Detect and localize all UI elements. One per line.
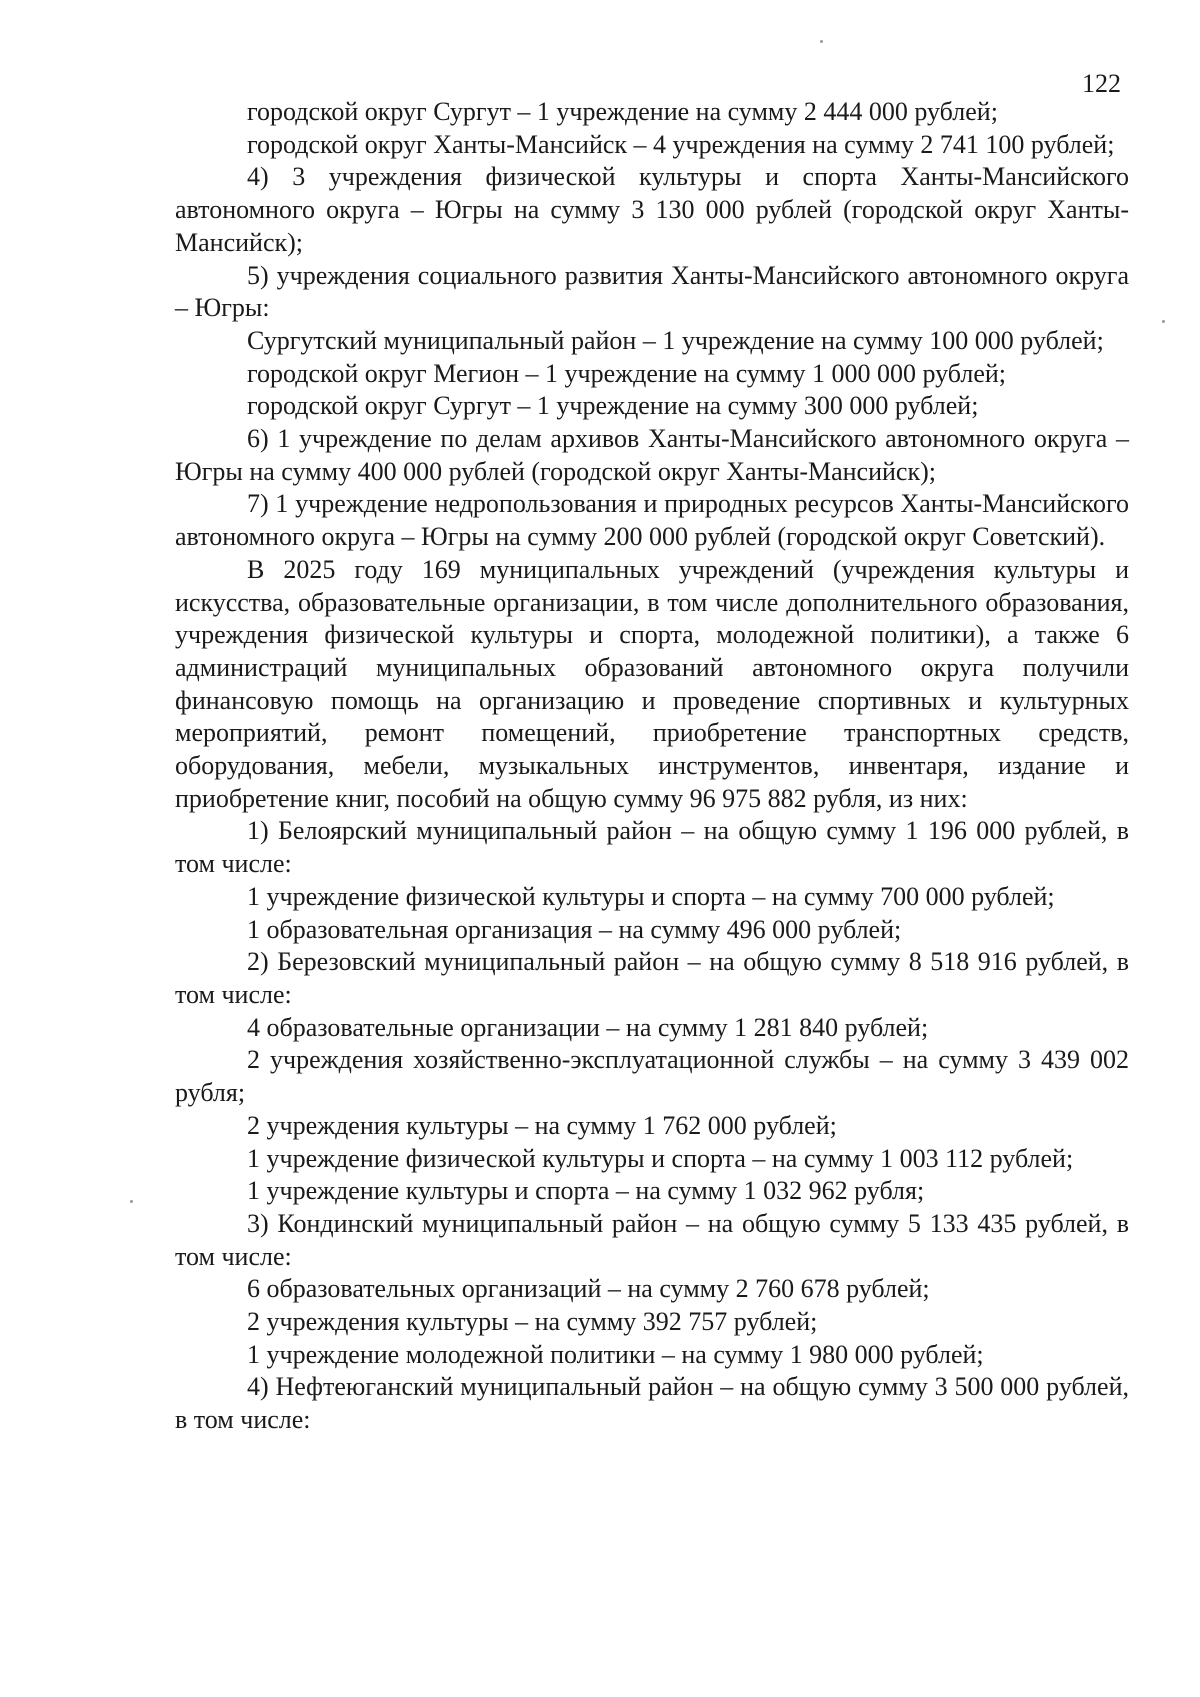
paragraph-surgut-2: городской округ Сургут – 1 учреждение на сумму 300 000 рублей; xyxy=(247,391,979,421)
paragraph-surgut-district: Сургутский муниципальный район – 1 учреждение на сумму 100 000 рублей; xyxy=(247,325,1104,355)
scan-speck xyxy=(820,40,823,43)
paragraph-item-4-sport: 4) 3 учреждения физической культуры и спорта Ханты-Мансийского автономного округа – Югры на сумму 3 130 000 рублей (городской округ Ханты-Мансийск); xyxy=(175,162,1129,257)
paragraph-beloyarsky-education: 1 образовательная организация – на сумму 496 000 рублей; xyxy=(247,914,902,944)
paragraph-item-7-subsoil: 7) 1 учреждение недропользования и природных ресурсов Ханты-Мансийского автономного округа – Югры на сумму 200 000 рублей (городской округ Советский). xyxy=(175,489,1129,552)
paragraph-khanty-mansiysk-4: городской округ Ханты-Мансийск – 4 учреждения на сумму 2 741 100 рублей; xyxy=(247,129,1115,159)
paragraph-berezovsky-culture: 2 учреждения культуры – на сумму 1 762 000 рублей; xyxy=(247,1110,837,1140)
paragraph-berezovsky-sport: 1 учреждение физической культуры и спорта – на сумму 1 003 112 рублей; xyxy=(247,1143,1074,1173)
paragraph-2025-summary: В 2025 году 169 муниципальных учреждений (учреждения культуры и искусства, образовательные организации, в том числе дополнительного образования, учреждения физической культуры и спорта, молодежной политики), а также 6 администраций муниципальных образований автономного округа получили финансовую помощь на организацию и проведение спортивных и культурных мероприятий, ремонт помещений, приобретение транспортных средств, оборудования, мебели, музыкальных инструментов, инвентаря, издание и приобретение книг, пособий на общую сумму 96 975 882 рубля, из них: xyxy=(175,554,1129,813)
paragraph-megion: городской округ Мегион – 1 учреждение на сумму 1 000 000 рублей; xyxy=(247,358,1007,388)
scan-speck xyxy=(130,1200,133,1203)
paragraph-kondinsky-culture: 2 учреждения культуры – на сумму 392 757 рублей; xyxy=(247,1307,818,1337)
paragraph-berezovsky-education: 4 образовательные организации – на сумму 1 281 840 рублей; xyxy=(247,1012,929,1042)
paragraph-kondinsky-education: 6 образовательных организаций – на сумму 2 760 678 рублей; xyxy=(247,1274,930,1304)
paragraph-surgut-1: городской округ Сургут – 1 учреждение на сумму 2 444 000 рублей; xyxy=(247,97,998,126)
paragraph-berezovsky: 2) Березовский муниципальный район – на общую сумму 8 518 916 рублей, в том числе: xyxy=(175,947,1129,1009)
scan-speck xyxy=(1162,320,1165,323)
paragraph-beloyarsky: 1) Белоярский муниципальный район – на общую сумму 1 196 000 рублей, в том числе: xyxy=(175,816,1129,879)
page-number: 122 xyxy=(1082,69,1121,98)
paragraph-item-6-archives: 6) 1 учреждение по делам архивов Ханты-Мансийского автономного округа – Югры на сумму 400 000 рублей (городской округ Ханты-Мансийск); xyxy=(175,424,1129,486)
paragraph-beloyarsky-sport: 1 учреждение физической культуры и спорта – на сумму 700 000 рублей; xyxy=(247,881,1055,911)
paragraph-kondinsky-youth: 1 учреждение молодежной политики – на сумму 1 980 000 рублей; xyxy=(247,1339,984,1369)
paragraph-nefteyugansky: 4) Нефтеюганский муниципальный район – на общую сумму 3 500 000 рублей, в том числе: xyxy=(175,1372,1129,1435)
paragraph-kondinsky: 3) Кондинский муниципальный район – на общую сумму 5 133 435 рублей, в том числе: xyxy=(175,1208,1129,1271)
document-body xyxy=(175,96,1129,1437)
paragraph-item-5-social: 5) учреждения социального развития Ханты-Мансийского автономного округа – Югры: xyxy=(175,260,1129,323)
paragraph-berezovsky-culture-sport: 1 учреждение культуры и спорта – на сумму 1 032 962 рубля; xyxy=(247,1176,925,1206)
paragraph-berezovsky-maintenance: 2 учреждения хозяйственно-эксплуатационной службы – на сумму 3 439 002 рубля; xyxy=(175,1045,1129,1108)
